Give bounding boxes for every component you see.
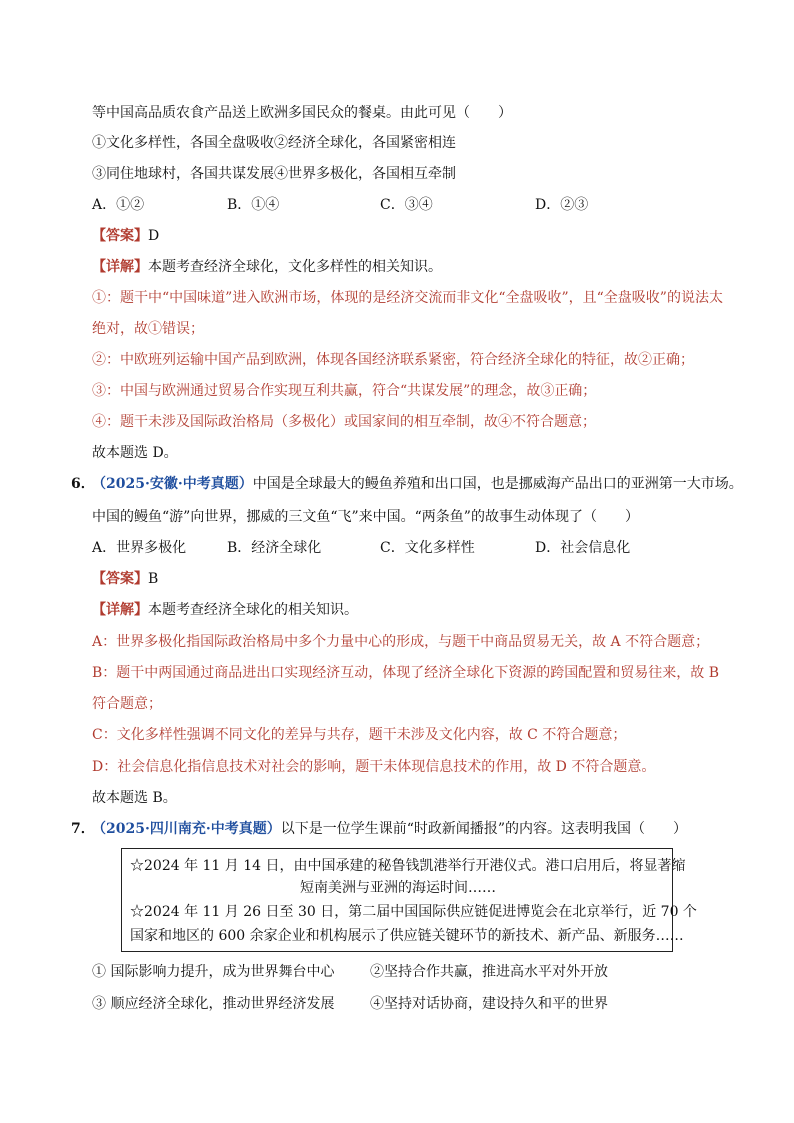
news-line-4: 国家和地区的 600 余家企业和机构展示了供应链关键环节的新技术、新产品、新服务…… [130,928,684,944]
detail-intro: 本题考查经济全球化，文化多样性的相关知识。 [148,259,442,275]
q5-option-a: A．①② [92,197,145,213]
q6-number: 6． [71,476,95,492]
q5-option-d: D．②③ [535,197,589,213]
q6-option-a: A．世界多极化 [92,540,187,556]
q6-stem-line-1 [92,474,743,494]
q6-stem-1: 中国是全球最大的鳗鱼养殖和出口国，也是挪威海产品出口的亚洲第一大市场。 [252,476,743,492]
q5-statement-1: ①文化多样性，各国全盘吸收②经济全球化，各国紧密相连 [92,135,456,151]
q6-analysis-d: D：社会信息化指信息技术对社会的影响，题干未体现信息技术的作用，故 D 不符合题意。 [92,759,656,775]
news-line-1: ☆2024 年 11 月 14 日，由中国承建的秘鲁钱凯港举行开港仪式。港口启用后，将显著缩 [130,858,686,874]
answer-label: 【答案】 [92,571,148,587]
q5-analysis-2: ②：中欧班列运输中国产品到欧洲，体现各国经济联系紧密，符合经济全球化的特征，故②正确； [92,352,694,368]
answer-value: B [148,571,159,587]
q7-source: （2025·四川南充·中考真题） [92,821,281,837]
q5-analysis-1-cont: 绝对，故①错误； [92,321,204,337]
q6-analysis-b-cont: 符合题意； [92,696,162,712]
q6-analysis-b: B：题干中两国通过商品进出口实现经济互动，体现了经济全球化下资源的跨国配置和贸易往来，故 B [92,665,720,681]
q6-stem-2: 中国的鳗鱼“游”向世界，挪威的三文鱼“飞”来中国。“两条鱼”的故事生动体现了（ ） [92,509,639,525]
news-line-2: 短南美洲与亚洲的海运时间…… [300,880,496,896]
q5-stem-end: 等中国高品质农食产品送上欧洲多国民众的餐桌。由此可见（ ） [92,105,512,121]
q5-answer [92,226,159,246]
q5-conclusion: 故本题选 D。 [92,445,178,461]
detail-label: 【详解】 [92,602,148,618]
q6-option-b: B．经济全球化 [227,540,322,556]
q6-detail [92,600,358,620]
q6-option-c: C．文化多样性 [380,540,475,556]
detail-label: 【详解】 [92,259,148,275]
q7-stem-line [92,819,687,839]
news-line-3: ☆2024 年 11 月 26 日至 30 日，第二届中国国际供应链促进博览会在北京举行，近 70 个 [130,904,697,920]
q7-choice-4: ④坚持对话协商，建设持久和平的世界 [370,996,608,1012]
q7-number: 7． [71,821,95,837]
q5-detail [92,257,442,277]
q6-analysis-a: A：世界多极化指国际政治格局中多个力量中心的形成，与题干中商品贸易无关，故 A 不符合题意； [92,634,710,650]
q6-conclusion: 故本题选 B。 [92,790,177,806]
q7-stem: 以下是一位学生课前“时政新闻播报”的内容。这表明我国（ ） [280,821,688,837]
q6-source: （2025·安徽·中考真题） [92,476,253,492]
news-box [121,848,697,952]
q7-choice-2: ②坚持合作共赢，推进高水平对外开放 [370,964,608,980]
q6-option-d: D．社会信息化 [535,540,631,556]
q5-analysis-4: ④：题干未涉及国际政治格局（多极化）或国家间的相互牵制，故④不符合题意； [92,414,596,430]
q5-statement-2: ③同住地球村，各国共谋发展④世界多极化，各国相互牵制 [92,166,456,182]
q7-choice-1: ① 国际影响力提升，成为世界舞台中心 [92,964,335,980]
q5-option-c: C．③④ [380,197,433,213]
q6-answer [92,569,158,589]
q5-analysis-3: ③：中国与欧洲通过贸易合作实现互利共赢，符合“共谋发展”的理念，故③正确； [92,383,597,399]
q6-analysis-c: C：文化多样性强调不同文化的差异与共存，题干未涉及文化内容，故 C 不符合题意； [92,727,627,743]
q5-analysis-1: ①：题干中“中国味道”进入欧洲市场，体现的是经济交流而非文化“全盘吸收”，且“全盘吸收”的说法太 [92,290,723,306]
answer-label: 【答案】 [92,228,148,244]
detail-intro: 本题考查经济全球化的相关知识。 [148,602,358,618]
q5-option-b: B．①④ [227,197,280,213]
answer-value: D [148,228,160,244]
q7-choice-3: ③ 顺应经济全球化，推动世界经济发展 [92,996,335,1012]
